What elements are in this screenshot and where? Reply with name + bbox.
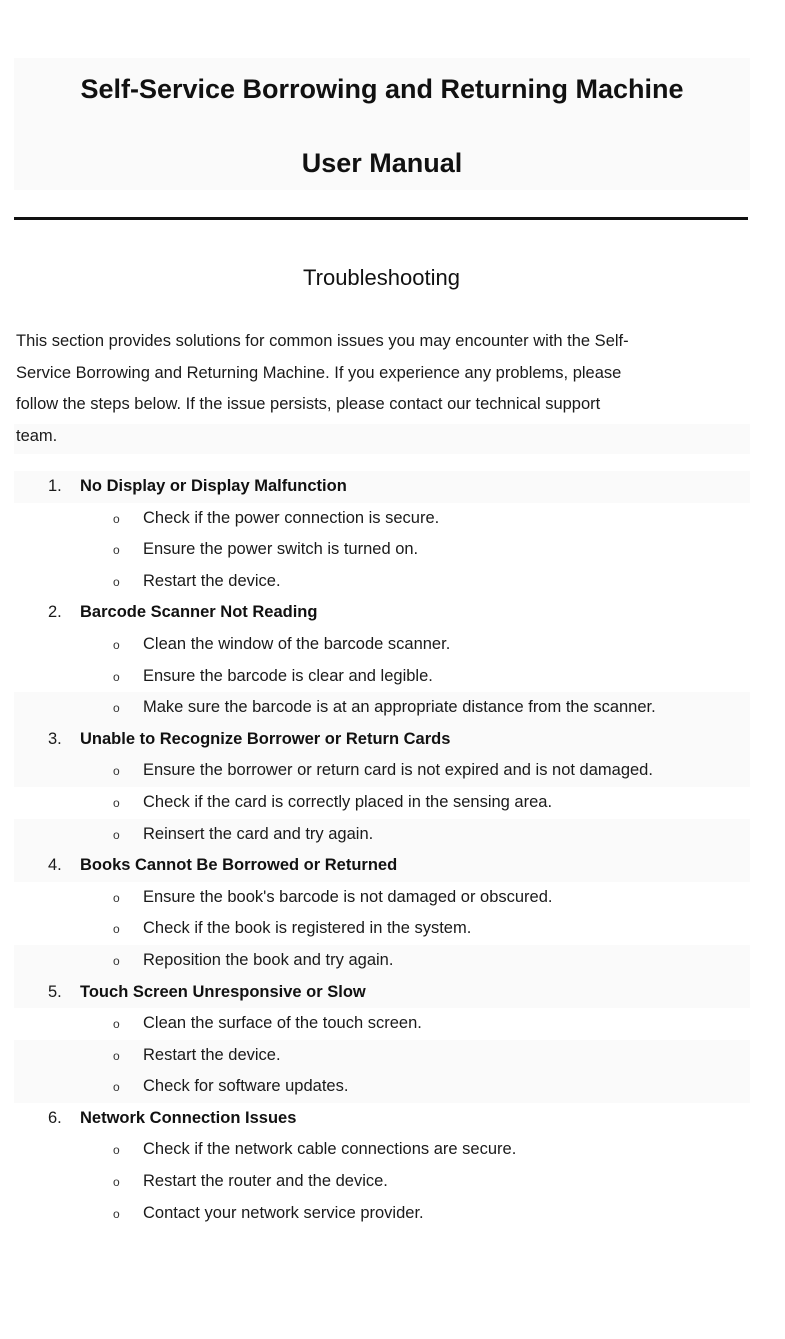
step-list xyxy=(0,755,785,850)
hollow-bullet-icon: o xyxy=(113,1048,120,1063)
hollow-bullet-icon: o xyxy=(113,1175,120,1190)
step-item xyxy=(0,566,785,598)
issue-header xyxy=(14,471,750,503)
document-title: Self-Service Borrowing and Returning Machine xyxy=(80,74,684,104)
issue-item xyxy=(0,724,785,850)
hollow-bullet-icon: o xyxy=(113,1017,120,1032)
step-text: Ensure the book's barcode is not damaged or obscured. xyxy=(143,887,553,906)
issue-header xyxy=(14,850,750,882)
step-item xyxy=(14,819,750,851)
title-block xyxy=(14,58,750,190)
issue-title: Books Cannot Be Borrowed or Returned xyxy=(80,856,398,875)
step-item xyxy=(0,913,785,945)
step-list xyxy=(0,882,785,977)
troubleshooting-list xyxy=(0,471,785,1229)
step-text: Check for software updates. xyxy=(143,1077,349,1096)
intro-paragraph xyxy=(16,326,750,452)
issue-number: 2. xyxy=(48,603,62,622)
step-text: Restart the router and the device. xyxy=(143,1172,388,1191)
issue-number: 3. xyxy=(48,729,62,748)
step-item xyxy=(0,882,785,914)
step-text: Ensure the borrower or return card is not expired and is not damaged. xyxy=(143,761,653,780)
issue-title: Touch Screen Unresponsive or Slow xyxy=(80,982,366,1001)
issue-item xyxy=(0,597,785,723)
step-item xyxy=(14,1040,750,1072)
step-item xyxy=(0,1134,785,1166)
issue-number: 1. xyxy=(48,477,62,495)
step-item xyxy=(0,629,785,661)
issue-title: Unable to Recognize Borrower or Return Cards xyxy=(80,729,451,748)
document-subtitle: User Manual xyxy=(301,148,463,178)
intro-line: Service Borrowing and Returning Machine. If you experience any problems, please xyxy=(16,363,622,382)
hollow-bullet-icon: o xyxy=(113,1080,120,1095)
hollow-bullet-icon: o xyxy=(113,701,120,716)
step-text: Check if the network cable connections are secure. xyxy=(143,1140,517,1159)
intro-line: team. xyxy=(16,426,58,445)
hollow-bullet-icon: o xyxy=(113,795,120,810)
horizontal-divider xyxy=(14,217,748,220)
issue-number: 5. xyxy=(48,982,62,1001)
issue-header xyxy=(0,1103,785,1135)
issue-header xyxy=(0,597,785,629)
step-text: Check if the book is registered in the system. xyxy=(143,919,472,938)
issue-number: 6. xyxy=(48,1108,62,1127)
step-text: Clean the surface of the touch screen. xyxy=(143,1014,422,1033)
step-item xyxy=(14,945,750,977)
issue-item xyxy=(0,471,785,597)
step-item xyxy=(0,787,785,819)
step-list xyxy=(0,503,785,598)
step-list xyxy=(0,1134,785,1229)
step-item xyxy=(0,1198,785,1230)
step-text: Reinsert the card and try again. xyxy=(143,824,374,843)
issue-number: 4. xyxy=(48,856,62,875)
step-item xyxy=(0,534,785,566)
hollow-bullet-icon: o xyxy=(113,1206,120,1221)
step-list xyxy=(0,629,785,724)
step-text: Ensure the power switch is turned on. xyxy=(143,540,419,559)
hollow-bullet-icon: o xyxy=(113,890,120,905)
step-list xyxy=(0,1008,785,1103)
step-item xyxy=(0,503,785,535)
hollow-bullet-icon: o xyxy=(113,511,120,526)
issue-header xyxy=(14,977,750,1009)
hollow-bullet-icon: o xyxy=(113,922,120,937)
step-text: Restart the device. xyxy=(143,1045,281,1064)
hollow-bullet-icon: o xyxy=(113,827,120,842)
step-text: Check if the power connection is secure. xyxy=(143,508,440,527)
issue-header xyxy=(14,724,750,756)
step-item xyxy=(0,661,785,693)
issue-item xyxy=(0,977,785,1103)
step-text: Restart the device. xyxy=(143,571,281,590)
intro-line: This section provides solutions for common issues you may encounter with the Self- xyxy=(16,332,629,350)
step-text: Ensure the barcode is clear and legible. xyxy=(143,666,433,685)
hollow-bullet-icon: o xyxy=(113,637,120,652)
intro-line: follow the steps below. If the issue persists, please contact our technical support xyxy=(16,395,601,413)
step-text: Make sure the barcode is at an appropriate distance from the scanner. xyxy=(143,698,656,717)
hollow-bullet-icon: o xyxy=(113,574,120,589)
issue-title: Network Connection Issues xyxy=(80,1108,297,1127)
step-text: Reposition the book and try again. xyxy=(143,950,394,969)
issue-item xyxy=(0,1103,785,1229)
hollow-bullet-icon: o xyxy=(113,543,120,558)
issue-title: Barcode Scanner Not Reading xyxy=(80,603,318,622)
hollow-bullet-icon: o xyxy=(113,1143,120,1158)
issue-title: No Display or Display Malfunction xyxy=(80,477,347,495)
step-item xyxy=(14,1071,750,1103)
step-item xyxy=(14,755,750,787)
hollow-bullet-icon: o xyxy=(113,669,120,684)
hollow-bullet-icon: o xyxy=(113,953,120,968)
hollow-bullet-icon: o xyxy=(113,764,120,779)
step-item xyxy=(0,1008,785,1040)
section-heading: Troubleshooting xyxy=(303,265,460,290)
step-text: Clean the window of the barcode scanner. xyxy=(143,634,451,653)
step-item xyxy=(0,1166,785,1198)
step-text: Check if the card is correctly placed in the sensing area. xyxy=(143,792,553,811)
step-item xyxy=(14,692,750,724)
step-text: Contact your network service provider. xyxy=(143,1203,424,1222)
issue-item xyxy=(0,850,785,976)
